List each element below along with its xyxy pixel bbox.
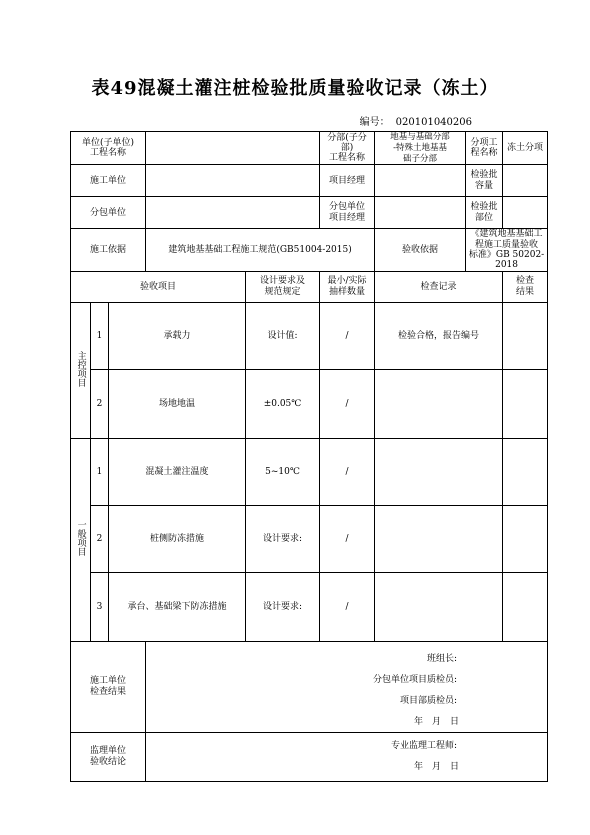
subpart-name-label: 分部(子分部) 工程名称 (320, 132, 375, 165)
row-record (375, 505, 503, 572)
row-design: 设计要求: (246, 505, 320, 572)
row-no: 1 (91, 302, 109, 369)
construction-check-label: 施工单位 检查结果 (71, 641, 146, 732)
page-title: 表49混凝土灌注桩检验批质量验收记录（冻土） (91, 78, 499, 99)
basis-value: 建筑地基基础工程施工规范(GB51004-2015) (146, 229, 375, 271)
row-design: 设计值: (246, 302, 320, 369)
unit-name-value (146, 132, 320, 165)
row-item-name: 桩侧防冻措施 (109, 505, 246, 572)
form-number (354, 113, 472, 128)
row-result (503, 369, 548, 438)
row-item-name: 混凝土灌注温度 (109, 438, 246, 505)
batch-capacity-label: 检验批容量 (466, 165, 503, 197)
main-control-label: 主控项目 (71, 302, 91, 438)
construction-check-date: 年 月 日 (414, 717, 460, 728)
supervision-signatures (146, 732, 548, 781)
row-record (375, 438, 503, 505)
construction-unit-label: 施工单位 (71, 165, 146, 197)
form-number-label: 编号： (359, 117, 390, 128)
header-row-3 (71, 197, 548, 229)
row-record: 检验合格，报告编号 (375, 302, 503, 369)
acceptance-basis-label: 验收依据 (375, 229, 466, 271)
row-sample: / (320, 369, 375, 438)
header-row-4 (71, 229, 548, 271)
column-header-row (71, 271, 548, 302)
batch-location-value (503, 197, 548, 229)
supervision-row (71, 732, 548, 781)
general-label: 一般项目 (71, 438, 91, 641)
row-no: 1 (91, 438, 109, 505)
row-sample: / (320, 505, 375, 572)
supervision-label: 监理单位 验收结论 (71, 732, 146, 781)
batch-capacity-value (503, 165, 548, 197)
row-no: 2 (91, 505, 109, 572)
subcontract-unit-label: 分包单位 (71, 197, 146, 229)
header-row-2 (71, 165, 548, 197)
row-sample: / (320, 302, 375, 369)
row-result (503, 438, 548, 505)
row-item-name: 承载力 (109, 302, 246, 369)
row-record (375, 572, 503, 641)
table-row (71, 572, 548, 641)
row-record (375, 369, 503, 438)
subcontract-unit-value (146, 197, 320, 229)
construction-check-row (71, 641, 548, 732)
row-design: ±0.05℃ (246, 369, 320, 438)
batch-location-label: 检验批部位 (466, 197, 503, 229)
item-name-value: 冻土分项 (503, 132, 548, 165)
row-result (503, 302, 548, 369)
header-row-1 (71, 132, 548, 165)
subpart-name-value: 地基与基础分部 -特殊土地基基 础子分部 (375, 132, 466, 165)
form-number-value: 020101040206 (395, 117, 472, 128)
acceptance-basis-value: 《建筑地基基础工程施工质量验收 标准》GB 50202-2018 (466, 229, 548, 271)
row-result (503, 505, 548, 572)
row-item-name: 承台、基础梁下防冻措施 (109, 572, 246, 641)
unit-name-label: 单位(子单位) 工程名称 (71, 132, 146, 165)
col-sample-header: 最小/实际 抽样数量 (320, 271, 375, 302)
col-record-header: 检查记录 (375, 271, 503, 302)
project-manager-label: 项目经理 (320, 165, 375, 197)
row-design: 设计要求: (246, 572, 320, 641)
basis-label: 施工依据 (71, 229, 146, 271)
construction-check-signatures (146, 641, 548, 732)
col-item-header: 验收项目 (71, 271, 246, 302)
supervising-engineer-field: 专业监理工程师: (391, 741, 458, 752)
table-row (71, 369, 548, 438)
supervision-date: 年 月 日 (414, 762, 460, 773)
construction-unit-value (146, 165, 320, 197)
table-row (71, 438, 548, 505)
table-row (71, 302, 548, 369)
table-row (71, 505, 548, 572)
row-design: 5~10℃ (246, 438, 320, 505)
subcontract-manager-value (375, 197, 466, 229)
col-result-header: 检查 结果 (503, 271, 548, 302)
row-no: 2 (91, 369, 109, 438)
row-sample: / (320, 572, 375, 641)
col-design-header: 设计要求及 规范规定 (246, 271, 320, 302)
row-result (503, 572, 548, 641)
acceptance-record-table (70, 131, 548, 782)
subcontract-manager-label: 分包单位 项目经理 (320, 197, 375, 229)
project-manager-value (375, 165, 466, 197)
row-no: 3 (91, 572, 109, 641)
sub-quality-inspector-field: 分包单位项目质检员: (373, 675, 458, 686)
team-leader-field: 班组长: (427, 654, 458, 665)
row-sample: / (320, 438, 375, 505)
item-name-label: 分项工程名称 (466, 132, 503, 165)
row-item-name: 场地地温 (109, 369, 246, 438)
project-quality-inspector-field: 项目部质检员: (400, 696, 458, 707)
